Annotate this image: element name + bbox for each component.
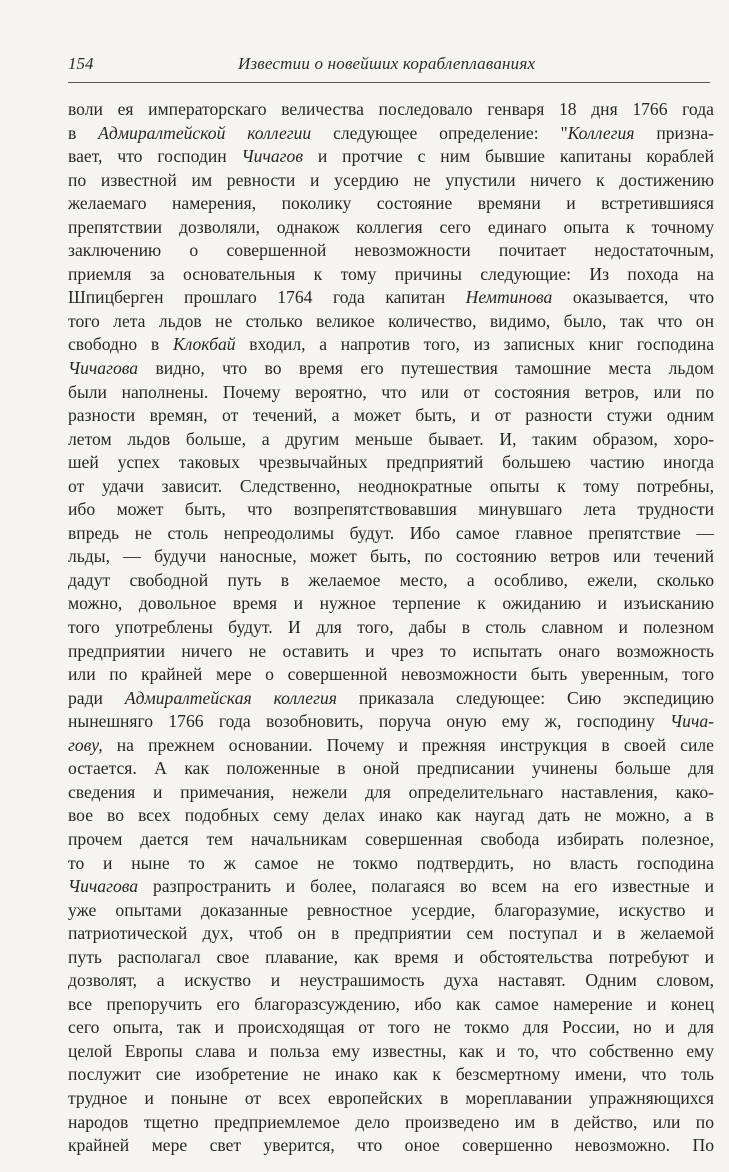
text-run: входил, а напротив того, из записных книг господина [235, 334, 714, 355]
text-line [68, 616, 714, 640]
page-number: 154 [68, 54, 94, 73]
italic-text: Адмиралтейская коллегия [124, 687, 337, 708]
text-run: заключению о совершенной невозможности почитает недостаточным, [68, 240, 714, 261]
text-line [68, 969, 714, 993]
text-line [68, 98, 714, 122]
text-line [68, 192, 714, 216]
text-line [68, 1111, 714, 1135]
text-run: вое во всех подобных сему делах инако как наугад дать не можно, а в [68, 805, 714, 826]
text-run: то и ныне то ж самое не токмо подтвердить, но власть господина [68, 852, 714, 873]
italic-text: Немтинова [465, 287, 553, 308]
text-run: разности времян, от течений, а может быть, и от разности стужи одним [68, 405, 714, 426]
text-line [68, 687, 714, 711]
running-title: Известии о новейших кораблеплаваниях [238, 54, 536, 73]
text-run: и протчие с ним бывшие капитаны кораблей [302, 146, 714, 167]
text-run: или по крайней мере о совершенной невозможности быть уверенным, того [68, 664, 714, 685]
text-line [68, 498, 714, 522]
text-run: разпространить и более, полагаяся во всем на его известные и [138, 876, 714, 897]
text-run: народов тщетно предприемлемое дело произведено им в действо, или по [68, 1111, 714, 1132]
text-line [68, 310, 714, 334]
italic-text: Адмиралтейской коллегии [98, 122, 312, 143]
text-run: препятствии дозволяли, однакож коллегия сего единаго опыта к точному [68, 216, 714, 237]
text-line [68, 663, 714, 687]
text-line [68, 828, 714, 852]
text-run: в [68, 122, 99, 143]
text-run: дадут свободной путь в желаемое место, а особливо, ежели, сколько [68, 569, 714, 590]
text-line [68, 545, 714, 569]
text-line [68, 1063, 714, 1087]
text-run: видно, что во время его путешествия тамошние места льдом [138, 358, 714, 379]
text-line [68, 428, 714, 452]
text-run: трудное и поныне от всех европейских в мореплавании упражняющихся [68, 1087, 714, 1108]
text-run: летом льдов больше, а другим меньше бывает. И, таким образом, хоро- [68, 428, 714, 449]
text-line [68, 734, 714, 758]
text-run: оказывается, что [552, 287, 714, 308]
text-run: того употреблены будут. И для того, дабы в столь славном и полезном [68, 617, 714, 638]
italic-text: Чичагов [241, 146, 303, 167]
text-run: впредь не столь непреодолимы будут. Ибо самое главное препятствие — [68, 522, 714, 543]
text-line [68, 122, 714, 146]
text-line [68, 946, 714, 970]
text-run: свободно в [68, 334, 173, 355]
text-line [68, 875, 714, 899]
italic-text: Чичагова [68, 876, 139, 897]
text-run: того лета льдов не столько великое количество, видимо, было, так что он [68, 310, 714, 331]
text-run: приемля за основательныя к тому причины следующие: Из похода на [68, 263, 714, 284]
text-line [68, 475, 714, 499]
text-line [68, 569, 714, 593]
text-run: вает, что господин [68, 146, 242, 167]
text-line [68, 263, 714, 287]
text-line [68, 592, 714, 616]
text-line [68, 451, 714, 475]
text-run: ибо может быть, что возпрепятствовавшия минувшаго лета трудности [68, 499, 714, 520]
text-line [68, 899, 714, 923]
text-run: все препоручить его благоразсуждению, ибо как самое намерение и конец [68, 993, 714, 1014]
italic-text: Чичагова [68, 358, 139, 379]
text-run: дозволят, а искуство и неустрашимость духа наставят. Одним словом, [68, 970, 714, 991]
text-run: были наполнены. Почему вероятно, что или от состояния ветров, или по [68, 381, 714, 402]
text-run: на прежнем основании. Почему и прежняя инструкция в своей силе [102, 734, 714, 755]
italic-text: Чича- [670, 711, 714, 732]
text-run: послужит сие изобретение не инако как к безсмертному имени, что толь [68, 1064, 714, 1085]
text-line [68, 640, 714, 664]
header-rule [68, 82, 710, 83]
italic-text: гову, [68, 734, 103, 755]
text-run: сведения и примечания, нежели для определительнаго наставления, како- [68, 781, 714, 802]
text-line [68, 757, 714, 781]
body-text [68, 98, 714, 1158]
text-line [68, 357, 714, 381]
text-line [68, 1134, 714, 1158]
text-line [68, 1040, 714, 1064]
text-line [68, 1016, 714, 1040]
text-run: шей успех таковых чрезвычайных предприятий большею частию иногда [68, 452, 714, 473]
italic-text: Клокбай [172, 334, 236, 355]
text-run: по известной им ревности и усердию не упустили ничего к достижению [68, 169, 714, 190]
text-run: следующее определение: " [311, 122, 568, 143]
text-run: льды, — будучи наносные, может быть, по состоянию ветров или течений [68, 546, 714, 567]
text-line [68, 804, 714, 828]
text-run: целой Европы слава и польза ему известны, как и то, что собственно ему [68, 1040, 714, 1061]
text-run: сего опыта, так и происходящая от того не токмо для России, но и для [68, 1017, 714, 1038]
text-run: Шпицберген прошлаго 1764 года капитан [68, 287, 466, 308]
text-run: призна- [634, 122, 715, 143]
text-line [68, 333, 714, 357]
text-run: прочем дается тем начальникам совершенная свобода избирать полезное, [68, 828, 714, 849]
italic-text: Коллегия [567, 122, 635, 143]
text-line [68, 216, 714, 240]
text-line [68, 286, 714, 310]
text-line [68, 922, 714, 946]
text-line [68, 169, 714, 193]
text-line [68, 239, 714, 263]
text-run: ради [68, 687, 125, 708]
running-head [68, 52, 710, 80]
text-line [68, 145, 714, 169]
text-run: нынешняго 1766 года возобновить, поруча оную ему ж, господину [68, 711, 671, 732]
text-run: приказала следующее: Сию экспедицию [336, 687, 714, 708]
text-run: предприятии ничего не оставить и чрез то испытать онаго возможность [68, 640, 714, 661]
text-run: крайней мере свет уверится, что оное совершенно невозможно. По [68, 1135, 714, 1156]
text-line [68, 993, 714, 1017]
text-run: можно, довольное время и нужное терпение к ожиданию и изъисканию [68, 593, 714, 614]
text-line [68, 1087, 714, 1111]
text-run: патриотической дух, чтоб он в предприятии сем поступал и в желаемой [68, 923, 714, 944]
text-line [68, 852, 714, 876]
text-run: желаемаго намерения, поколику состояние времяни и встретившияся [68, 193, 714, 214]
text-line [68, 381, 714, 405]
text-line [68, 404, 714, 428]
text-run: путь располагал свое плавание, как время и обстоятельства потребуют и [68, 946, 714, 967]
text-run: воли ея императорскаго величества последовало генваря 18 дня 1766 года [68, 99, 714, 119]
text-run: уже опытами доказанные ревностное усердие, благоразумие, искуство и [68, 899, 714, 920]
text-run: от удачи зависит. Следственно, неоднократные опыты к тому потребны, [68, 475, 714, 496]
text-line [68, 710, 714, 734]
text-run: остается. А как положенные в оной предписании учинены больше для [68, 758, 714, 779]
text-line [68, 522, 714, 546]
text-line [68, 781, 714, 805]
